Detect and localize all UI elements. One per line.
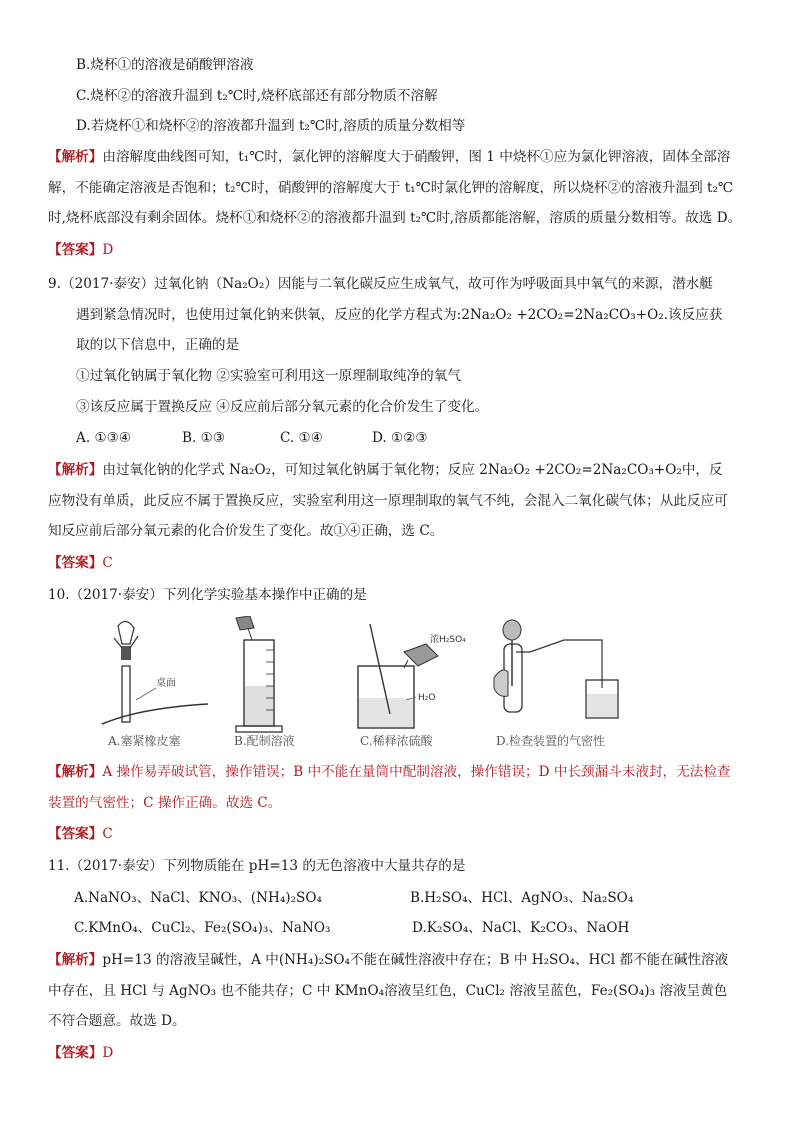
q9-analysis-line-1: 【解析】由过氧化钠的化学式 Na₂O₂，可知过氧化钠属于氧化物；反应 2Na₂O₂ +2CO₂=2Na₂CO₃+O₂中，反 — [48, 462, 723, 478]
q8-analysis-line-3: 时,烧杯底部没有剩余固体。烧杯①和烧杯②的溶液都升温到 t₂℃时,溶质都能溶解，溶质的质量分数相等。故选 D。 — [48, 210, 742, 226]
q8-analysis-line-2: 解，不能确定溶液是否饱和；t₂℃时，硝酸钾的溶解度大于 t₁℃时氯化钾的溶解度，所以烧杯②的溶液升温到 t₂℃ — [48, 180, 734, 196]
analysis-tag: 【解析】 — [48, 764, 103, 780]
q11-option-c: C.KMnO₄、CuCl₂、Fe₂(SO₄)₃、NaNO₃ — [74, 920, 331, 936]
figure-d-caption: D.检查装置的气密性 — [496, 734, 606, 748]
q10-analysis-line-1: 【解析】A 操作易弄破试管，操作错误；B 中不能在量筒中配制溶液，操作错误；D 中长颈漏斗未液封，无法检查 — [48, 764, 731, 780]
figure-d-drawing — [490, 616, 620, 736]
figure-b-drawing — [226, 616, 326, 736]
analysis-tag: 【解析】 — [48, 462, 103, 478]
figure-a — [100, 616, 210, 752]
q9-stem-line-1: 9.（2017·泰安）过氧化钠（Na₂O₂）因能与二氧化碳反应生成氧气，故可作为呼吸面具中氧气的来源，潜水艇 — [48, 276, 713, 292]
q9-stem-line-3: 取的以下信息中，正确的是 — [76, 337, 240, 353]
q11-option-a: A.NaNO₃、NaCl、KNO₃、(NH₄)₂SO₄ — [74, 890, 322, 906]
q9-option-a: A. ①③④ — [76, 430, 132, 446]
figure-c — [346, 616, 476, 752]
figure-d — [490, 616, 620, 752]
figure-b — [226, 616, 326, 752]
q11-analysis-line-2: 中存在，且 HCl 与 AgNO₃ 也不能共存；C 中 KMnO₄溶液呈红色，CuCl₂ 溶液呈蓝色，Fe₂(SO₄)₃ 溶液呈黄色 — [48, 983, 728, 999]
q10-analysis-line-2: 装置的气密性；C 操作正确。故选 C。 — [48, 795, 282, 811]
answer-tag: 【答案】 — [48, 242, 103, 258]
acid-label: 浓H₂SO₄ — [430, 635, 466, 645]
q9-analysis-line-3: 知反应前后部分氧元素的化合价发生了变化。故①④正确，选 C。 — [48, 523, 444, 539]
q8-answer: 【答案】D — [48, 242, 114, 258]
q9-option-b: B. ①③ — [182, 430, 226, 446]
q8-option-b: B.烧杯①的溶液是硝酸钾溶液 — [76, 57, 254, 73]
q9-answer: 【答案】C — [48, 555, 113, 571]
q8-option-c: C.烧杯②的溶液升温到 t₂℃时,烧杯底部还有部分物质不溶解 — [76, 88, 438, 104]
q11-option-b: B.H₂SO₄、HCl、AgNO₃、Na₂SO₄ — [410, 890, 634, 906]
q8-analysis-line-1: 【解析】由溶解度曲线图可知，t₁℃时，氯化钾的溶解度大于硝酸钾，图 1 中烧杯①应为氯化钾溶液，固体全部溶 — [48, 149, 731, 165]
answer-tag: 【答案】 — [48, 555, 103, 571]
analysis-tag: 【解析】 — [48, 149, 103, 165]
figure-c-caption: C.稀释浓硫酸 — [360, 734, 433, 748]
figure-b-caption: B.配制溶液 — [234, 734, 295, 748]
analysis-tag: 【解析】 — [48, 952, 103, 968]
figure-a-drawing — [100, 616, 210, 736]
q11-analysis-line-1: 【解析】pH=13 的溶液呈碱性，A 中(NH₄)₂SO₄不能在碱性溶液中存在；B 中 H₂SO₄、HCl 都不能在碱性溶液 — [48, 952, 729, 968]
q10-answer: 【答案】C — [48, 826, 113, 842]
desk-label: 桌面 — [156, 678, 176, 689]
q9-items-line-1: ①过氧化钠属于氧化物 ②实验室可利用这一原理制取纯净的氧气 — [76, 368, 461, 384]
q9-option-c: C. ①④ — [280, 430, 323, 446]
answer-tag: 【答案】 — [48, 826, 103, 842]
q10-figures — [100, 616, 620, 752]
q9-analysis-line-2: 应物没有单质，此反应不属于置换反应，实验室利用这一原理制取的氧气不纯，会混入二氧化碳气体；从此反应可 — [48, 493, 728, 509]
q10-stem: 10.（2017·泰安）下列化学实验基本操作中正确的是 — [48, 587, 367, 603]
q9-stem-line-2: 遇到紧急情况时，也使用过氧化钠来供氧，反应的化学方程式为:2Na₂O₂ +2CO₂=2Na₂CO₃+O₂.该反应获 — [76, 307, 723, 323]
figure-c-drawing — [346, 616, 476, 736]
answer-tag: 【答案】 — [48, 1045, 103, 1061]
q11-option-d: D.K₂SO₄、NaCl、K₂CO₃、NaOH — [412, 920, 630, 936]
q8-option-d: D.若烧杯①和烧杯②的溶液都升温到 t₂℃时,溶质的质量分数相等 — [76, 118, 466, 134]
q11-answer: 【答案】D — [48, 1045, 114, 1061]
water-label: H₂O — [418, 693, 436, 703]
q11-stem: 11.（2017·泰安）下列物质能在 pH=13 的无色溶液中大量共存的是 — [48, 858, 466, 874]
q9-option-d: D. ①②③ — [372, 430, 428, 446]
q9-items-line-2: ③该反应属于置换反应 ④反应前后部分氧元素的化合价发生了变化。 — [76, 399, 489, 415]
figure-a-caption: A.塞紧橡皮塞 — [108, 734, 181, 748]
q11-analysis-line-3: 不符合题意。故选 D。 — [48, 1013, 186, 1029]
